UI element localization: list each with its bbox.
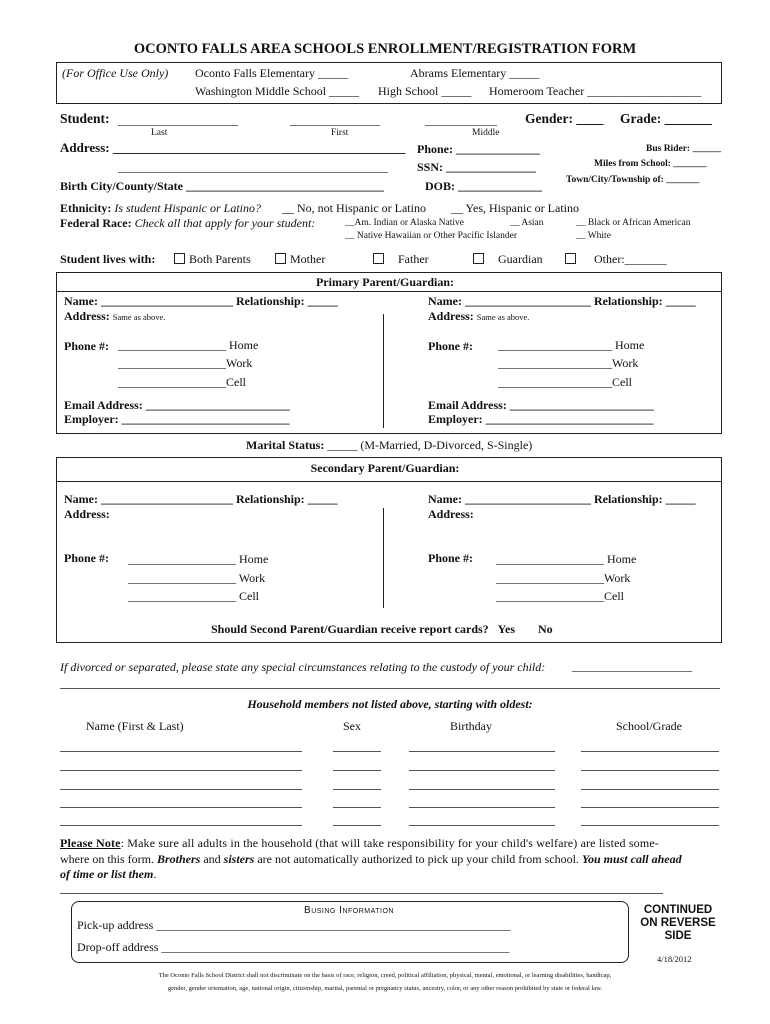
secondary-guardian-title: Secondary Parent/Guardian:: [310, 461, 460, 475]
primary-email-field[interactable]: Email Address: ________________________: [64, 398, 290, 412]
ethnicity-row: [60, 201, 261, 216]
primary-address-row[interactable]: [64, 309, 165, 324]
race-question: Check all that apply for your student:: [134, 216, 316, 230]
primary-work-field[interactable]: __________________Work: [118, 356, 253, 370]
office-teacher-field[interactable]: Homeroom Teacher ___________________: [489, 84, 702, 98]
household-row-4-field-2[interactable]: [333, 807, 381, 808]
race-label: Federal Race:: [60, 216, 132, 230]
lives-guardian-label: Guardian: [498, 252, 543, 266]
checkbox-icon: [373, 253, 384, 264]
secondary-work-field[interactable]: __________________ Work: [128, 571, 266, 585]
custody-line-2[interactable]: [60, 688, 720, 689]
lives-both-label: Both Parents: [189, 252, 251, 266]
note-must-call: You must call ahead: [581, 852, 682, 866]
primary-right-cell-field[interactable]: ___________________Cell: [498, 375, 632, 389]
household-col-birthday: Birthday: [450, 719, 492, 733]
custody-field[interactable]: ____________________: [572, 659, 692, 673]
continued-notice: [630, 904, 726, 943]
continued-line-2: ON REVERSE: [640, 917, 716, 929]
lives-father-checkbox[interactable]: [373, 252, 429, 267]
note-brothers: Brothers: [156, 852, 201, 866]
household-row-3-field-4[interactable]: [581, 789, 719, 790]
household-row-4-field-3[interactable]: [409, 807, 555, 808]
secondary-right-cell-field[interactable]: __________________Cell: [496, 589, 624, 603]
checkbox-icon: [275, 253, 286, 264]
please-note-line1: [60, 836, 659, 851]
household-row-1-field-3[interactable]: [409, 751, 555, 752]
primary-right-home-field[interactable]: ___________________ Home: [498, 338, 645, 352]
primary-phone-label: Phone #:: [64, 339, 109, 353]
footer-line-1: The Oconto Falls School District shall not discriminate on the basis of race, religion, creed, political affiliation, physical, mental, emotional, or learning disabilities, handicap,: [158, 972, 612, 979]
please-note-text1: : Make sure all adults in the household (that will take responsibility for your child's welfare) are listed some-: [120, 836, 659, 850]
please-note-line3: [60, 867, 156, 882]
ethnicity-yes-option[interactable]: __ Yes, Hispanic or Latino: [451, 201, 579, 215]
note-line3: of time or list them: [60, 867, 154, 881]
secondary-home-field[interactable]: __________________ Home: [128, 552, 269, 566]
marital-status-row[interactable]: [246, 438, 532, 453]
phone-field[interactable]: Phone: ______________: [417, 142, 540, 156]
primary-right-email-field[interactable]: Email Address: ________________________: [428, 398, 654, 412]
household-col-name: Name (First & Last): [86, 719, 184, 733]
report-cards-question: Should Second Parent/Guardian receive report cards?: [211, 622, 489, 636]
dropoff-address-field[interactable]: Drop-off address __________________________________________________________: [77, 940, 510, 954]
grade-field[interactable]: Grade: _______: [620, 111, 712, 126]
secondary-right-phone-label: Phone #:: [428, 551, 473, 565]
note-divider: [60, 893, 663, 894]
please-note-label: Please Note: [60, 836, 121, 850]
household-row-2-field-3[interactable]: [409, 770, 555, 771]
race-asian-option[interactable]: __ Asian: [510, 218, 544, 228]
household-row-1-field-1[interactable]: [60, 751, 302, 752]
lives-with-label: Student lives with:: [60, 252, 156, 266]
household-row-5-field-3[interactable]: [409, 825, 555, 826]
household-row-3-field-1[interactable]: [60, 789, 302, 790]
primary-same-text: Same as above.: [112, 312, 166, 322]
note-sisters: sisters: [223, 852, 255, 866]
bus-rider-field[interactable]: Bus Rider: ______: [646, 144, 721, 154]
report-no-option[interactable]: No: [538, 622, 553, 636]
checkbox-icon: [565, 253, 576, 264]
household-row-2-field-2[interactable]: [333, 770, 381, 771]
continued-line-3: SIDE: [664, 930, 692, 942]
primary-right-same-text: Same as above.: [476, 312, 530, 322]
note-text2a: where on this form.: [60, 852, 154, 866]
lives-mother-label: Mother: [290, 252, 326, 266]
race-white-option[interactable]: __ White: [576, 231, 611, 241]
custody-question: If divorced or separated, please state any special circumstances relating to the custody of your child:: [60, 660, 546, 674]
primary-cell-field[interactable]: __________________Cell: [118, 375, 246, 389]
primary-right-work-field[interactable]: ___________________Work: [498, 356, 639, 370]
household-row-2-field-4[interactable]: [581, 770, 719, 771]
secondary-right-home-field[interactable]: __________________ Home: [496, 552, 637, 566]
address-field[interactable]: [60, 140, 405, 156]
student-first-field[interactable]: _______________: [290, 113, 380, 127]
ssn-field[interactable]: SSN: _______________: [417, 160, 537, 174]
household-row-4-field-4[interactable]: [581, 807, 719, 808]
checkbox-icon: [174, 253, 185, 264]
secondary-right-work-field[interactable]: __________________Work: [496, 571, 631, 585]
ethnicity-question: Is student Hispanic or Latino?: [114, 201, 262, 215]
secondary-phone-label: Phone #:: [64, 551, 109, 565]
office-abrams-field[interactable]: Abrams Elementary _____: [410, 66, 540, 80]
lives-mother-checkbox[interactable]: [275, 252, 325, 267]
address-line2-field[interactable]: _____________________________________________: [118, 160, 388, 174]
primary-right-name-field[interactable]: Name: _____________________ Relationship: _____: [428, 294, 696, 308]
household-row-5-field-1[interactable]: [60, 825, 302, 826]
household-row-5-field-4[interactable]: [581, 825, 719, 826]
office-elementary-field[interactable]: Oconto Falls Elementary _____: [195, 66, 348, 80]
lives-both-checkbox[interactable]: [174, 252, 251, 267]
first-caption: First: [331, 128, 349, 138]
primary-right-address-row[interactable]: [428, 309, 529, 324]
report-yes-option[interactable]: Yes: [497, 622, 516, 636]
secondary-title-divider: [57, 481, 721, 482]
checkbox-icon: [473, 253, 484, 264]
dob-field[interactable]: DOB: ______________: [425, 179, 542, 193]
busing-title: Busing Information: [304, 905, 394, 916]
primary-employer-field[interactable]: Employer: ____________________________: [64, 412, 290, 426]
lives-father-label: Father: [398, 252, 429, 266]
primary-address-label: Address:: [64, 309, 110, 323]
primary-right-address-label: Address:: [428, 309, 474, 323]
lives-other-label: Other:_______: [594, 252, 667, 266]
office-high-field[interactable]: High School _____: [378, 84, 472, 98]
household-row-3-field-2[interactable]: [333, 789, 381, 790]
marital-blank: _____ (M-Married, D-Divorced, S-Single): [327, 438, 533, 452]
report-cards-row: [211, 622, 553, 637]
middle-caption: Middle: [472, 128, 500, 138]
student-last-field[interactable]: ____________________: [118, 113, 238, 127]
race-indian-option[interactable]: __Am. Indian or Alaska Native: [345, 218, 464, 228]
primary-right-employer-field[interactable]: Employer: ____________________________: [428, 412, 654, 426]
marital-label: Marital Status:: [246, 438, 325, 452]
household-row-5-field-2[interactable]: [333, 825, 381, 826]
town-field[interactable]: Town/City/Township of: _______: [566, 175, 700, 185]
household-row-4-field-1[interactable]: [60, 807, 302, 808]
page-title: OCONTO FALLS AREA SCHOOLS ENROLLMENT/REGISTRATION FORM: [133, 41, 637, 57]
secondary-cell-field[interactable]: __________________ Cell: [128, 589, 259, 603]
office-middle-field[interactable]: Washington Middle School _____: [195, 84, 360, 98]
address-text: Address: _____________________________________________: [60, 140, 406, 155]
primary-guardian-title: Primary Parent/Guardian:: [315, 275, 455, 289]
student-label: Student:: [60, 111, 110, 126]
footer-line-2: gender, gender orientation, age, national origin, citizenship, marital, parental or pregnancy status, ancestry, color, or any other reason prohibited by state or federal law.: [167, 985, 603, 992]
lives-other-checkbox[interactable]: [565, 252, 667, 267]
note-dot: .: [153, 867, 157, 881]
household-row-3-field-3[interactable]: [409, 789, 555, 790]
ethnicity-label: Ethnicity:: [60, 201, 112, 215]
race-row: [60, 216, 315, 231]
secondary-right-address-label[interactable]: Address:: [428, 507, 474, 521]
pickup-address-field[interactable]: Pick-up address ___________________________________________________________: [77, 918, 511, 932]
revision-date: 4/18/2012: [657, 954, 692, 964]
office-use-label: (For Office Use Only): [62, 66, 169, 80]
student-middle-field[interactable]: ____________: [425, 113, 497, 127]
birth-place-field[interactable]: Birth City/County/State _________________________________: [60, 179, 384, 193]
note-text2b: are not automatically authorized to pick up your child from school.: [257, 852, 579, 866]
note-and: and: [203, 852, 221, 866]
ethnicity-no-option[interactable]: __ No, not Hispanic or Latino: [282, 201, 426, 215]
household-row-1-field-2[interactable]: [333, 751, 381, 752]
primary-column-divider: [383, 314, 384, 428]
gender-field[interactable]: Gender: ____: [525, 111, 604, 126]
secondary-name-field[interactable]: Name: ______________________ Relationship: _____: [64, 492, 338, 506]
please-note-line2: [60, 852, 682, 867]
lives-guardian-checkbox[interactable]: [473, 252, 543, 267]
race-hawaiian-option[interactable]: __ Native Hawaiian or Other Pacific Islander: [345, 231, 517, 241]
primary-name-field[interactable]: Name: ______________________ Relationship: _____: [64, 294, 338, 308]
primary-title-divider: [57, 291, 721, 292]
household-title: Household members not listed above, starting with oldest:: [247, 697, 533, 711]
last-caption: Last: [151, 128, 168, 138]
race-black-option[interactable]: __ Black or African American: [576, 218, 691, 228]
household-col-school: School/Grade: [616, 719, 682, 733]
secondary-column-divider: [383, 508, 384, 608]
miles-field[interactable]: Miles from School: _______: [594, 159, 707, 169]
secondary-guardian-box: [56, 457, 722, 643]
continued-line-1: CONTINUED: [643, 904, 713, 916]
household-row-2-field-1[interactable]: [60, 770, 302, 771]
household-col-sex: Sex: [343, 719, 361, 733]
household-row-1-field-4[interactable]: [581, 751, 719, 752]
primary-right-phone-label: Phone #:: [428, 339, 473, 353]
primary-home-field[interactable]: __________________ Home: [118, 338, 259, 352]
secondary-right-name-field[interactable]: Name: _____________________ Relationship: _____: [428, 492, 696, 506]
secondary-address-label[interactable]: Address:: [64, 507, 110, 521]
